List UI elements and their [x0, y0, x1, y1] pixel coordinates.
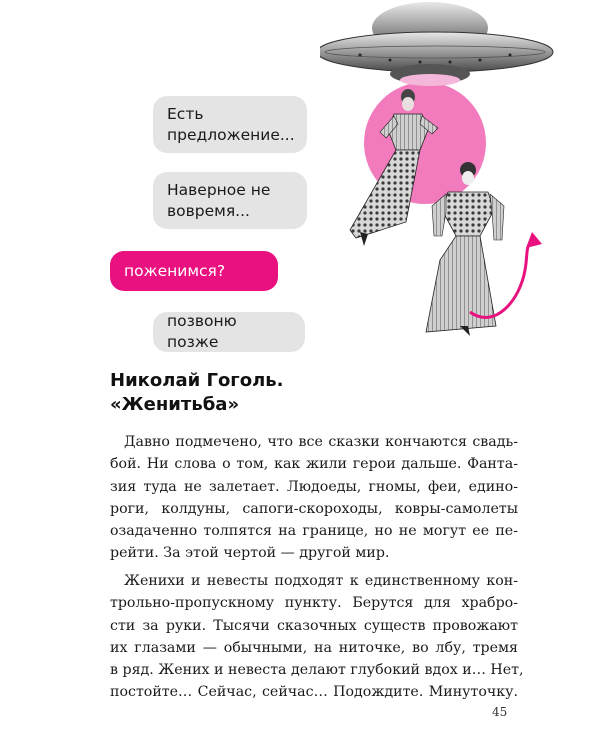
page-number: 45	[492, 705, 508, 719]
chat-bubble-4-text: позвоню позже	[167, 312, 237, 351]
chat-bubble-2-text: Наверное не вовремя...	[167, 180, 271, 220]
paragraph-2: Женихи и невесты подходят к единственному кон- трольно-пропускному пункту. Берутся для храбро- сти за руки. Тысячи сказочных существ провожают их глазами — обычными, на ниточке, во лбу, тремя в ряд. Жених и невеста делают глубокий вдох и… Нет, постойте… Сейчас, сейчас… Подождите. Минуточку.	[110, 573, 524, 701]
chat-bubble-1-text: Есть предложение...	[167, 104, 295, 144]
ufo-icon	[320, 2, 553, 86]
paragraph-1: Давно подмечено, что все сказки кончаются свадь- бой. Ни слова о том, как жили герои дальше. Фанта- зия туда не залетает. Людоеды, гномы, феи, едино- роги, колдуны, сапоги-скороходы, ковры-самолеты озадаченно толпятся на границе, но не могут ее пе- рейти. За этой чертой — другой мир.	[110, 434, 518, 562]
article-heading: Николай Гоголь. «Женитьба»	[110, 370, 284, 415]
chat-bubble-4	[153, 312, 305, 352]
chat-bubble-accent-text: поженимся?	[124, 261, 226, 280]
chat-bubble-accent	[110, 251, 278, 291]
chat-bubble-1	[153, 96, 307, 153]
chat-bubble-2	[153, 172, 307, 229]
collage-illustration	[320, 0, 570, 340]
